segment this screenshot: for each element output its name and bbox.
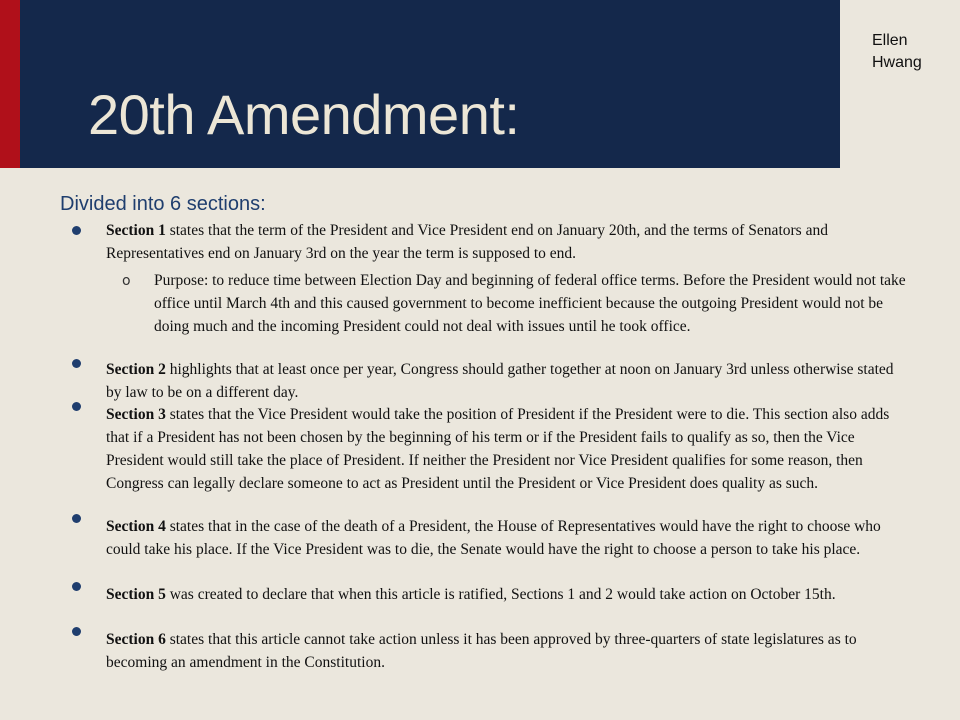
section-1-label: Section 1 [106, 222, 166, 239]
bullet-icon [72, 359, 81, 368]
bullet-icon [72, 514, 81, 523]
section-1-item [106, 219, 906, 265]
section-5-item [106, 583, 906, 606]
section-3-text: states that the Vice President would take the position of President if the President were to die. This section also adds that if a President has not been chosen by the beginning of his term or if the President fails to qualify as so, then the Vice President would still take the place of President. If neither the President nor Vice President qualifies for some reason, then Congress can legally declare someone to act as President until the President or Vice President does quality as such. [106, 406, 890, 492]
purpose-item: Purpose: to reduce time between Election Day and beginning of federal office terms. Before the President would not take office until March 4th and this caused government to become inefficient because the outgoing President would not be doing much and the incoming President could not deal with issues until he took office. [154, 272, 906, 335]
section-2-label: Section 2 [106, 361, 166, 378]
red-accent-strip [0, 0, 20, 168]
slide-title: 20th Amendment: [88, 83, 520, 146]
section-3-item [106, 403, 906, 495]
section-4-label: Section 4 [106, 518, 166, 535]
author-name: Ellen Hwang [872, 32, 922, 71]
slide-subtitle: Divided into 6 sections: [60, 193, 266, 215]
bullet-icon [72, 627, 81, 636]
section-6-item [106, 628, 906, 674]
section-6-text: states that this article cannot take action unless it has been approved by three-quarters of state legislatures as to becoming an amendment in the Constitution. [106, 631, 857, 671]
bullet-icon [72, 226, 81, 235]
section-5-label: Section 5 [106, 586, 166, 603]
section-1-text: states that the term of the President and Vice President end on January 20th, and the terms of Senators and Representatives end on January 3rd on the year the term is supposed to end. [106, 222, 828, 262]
bullet-icon [72, 402, 81, 411]
section-4-item [106, 515, 906, 561]
section-4-text: states that in the case of the death of a President, the House of Representatives would have the right to choose who could take his place. If the Vice President was to die, the Senate would have the right to choose a person to take his place. [106, 518, 881, 558]
section-2-item [106, 358, 906, 404]
sub-bullet-icon: o [122, 273, 131, 289]
bullet-icon [72, 582, 81, 591]
section-6-label: Section 6 [106, 631, 166, 648]
section-5-text: was created to declare that when this article is ratified, Sections 1 and 2 would take action on October 15th. [165, 586, 836, 603]
section-2-text: highlights that at least once per year, Congress should gather together at noon on January 3rd unless otherwise stated by law to be on a different day. [106, 361, 894, 401]
section-3-label: Section 3 [106, 406, 166, 423]
